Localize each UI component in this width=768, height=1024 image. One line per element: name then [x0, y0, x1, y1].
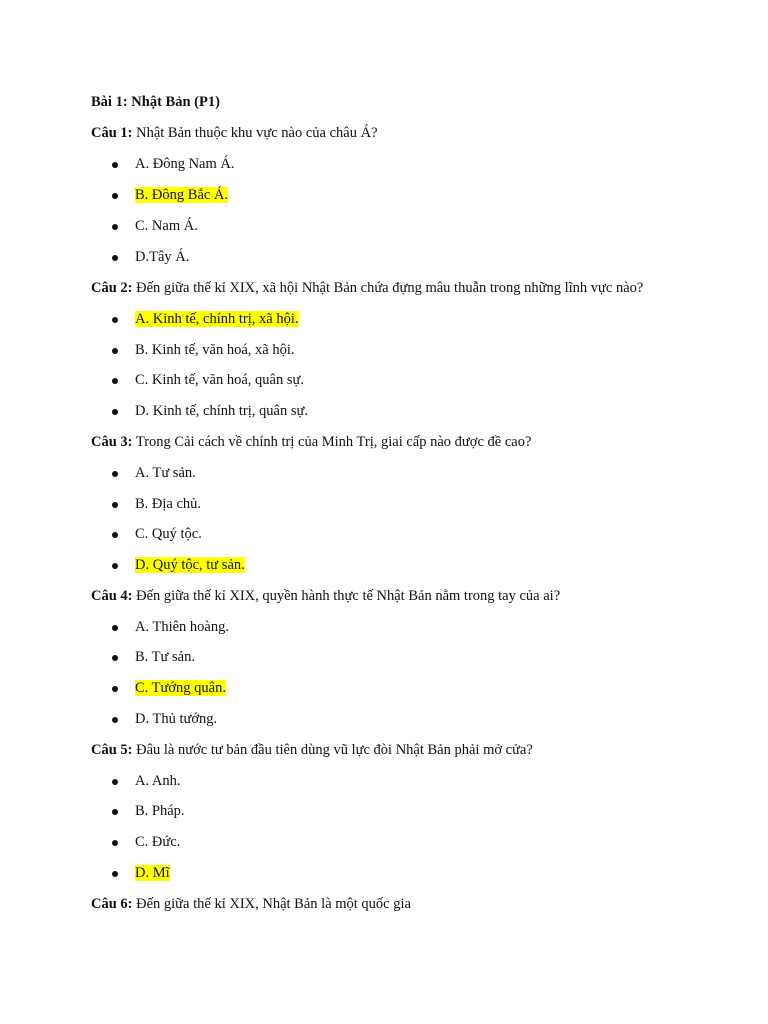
- option-2c: [135, 371, 304, 389]
- option-label: B. Tư sản.: [135, 649, 195, 665]
- option-label: A. Thiên hoàng.: [135, 619, 229, 635]
- bullet-icon: [112, 224, 118, 230]
- option-1b: [135, 186, 228, 204]
- option-label: A. Anh.: [135, 773, 181, 789]
- question-2: [91, 279, 643, 297]
- option-2d: [135, 402, 308, 420]
- bullet-icon: [112, 809, 118, 815]
- bullet-icon: [112, 348, 118, 354]
- bullet-icon: [112, 255, 118, 261]
- question-text: Đến giữa thế kỉ XIX, quyền hành thực tế Nhật Bản nằm trong tay của ai?: [132, 588, 561, 604]
- bullet-icon: [112, 317, 118, 323]
- option-4d: [135, 710, 217, 728]
- option-label: D. Kinh tế, chính trị, quân sự.: [135, 403, 308, 419]
- question-text: Đến giữa thế kỉ XIX, Nhật Bản là một quốc gia: [132, 896, 411, 912]
- question-text: Đến giữa thế kỉ XIX, xã hội Nhật Bản chứa đựng mâu thuẫn trong những lĩnh vực nào?: [132, 280, 644, 296]
- option-1c: [135, 217, 198, 235]
- option-label: B. Pháp.: [135, 803, 185, 819]
- bullet-icon: [112, 162, 118, 168]
- bullet-icon: [112, 625, 118, 631]
- question-text: Trong Cải cách về chính trị của Minh Trị, giai cấp nào được đề cao?: [132, 434, 532, 450]
- option-5d: [135, 864, 170, 882]
- question-text: Đâu là nước tư bản đầu tiên dùng vũ lực đòi Nhật Bản phải mở cửa?: [132, 742, 533, 758]
- option-2a: [135, 310, 299, 328]
- question-number: Câu 5:: [91, 742, 133, 758]
- option-2b: [135, 341, 294, 359]
- question-text: Nhật Bản thuộc khu vực nào của châu Á?: [132, 125, 378, 141]
- bullet-icon: [112, 378, 118, 384]
- option-4a: [135, 618, 229, 636]
- bullet-icon: [112, 779, 118, 785]
- option-3b: [135, 495, 201, 513]
- bullet-icon: [112, 502, 118, 508]
- question-3: [91, 433, 531, 451]
- option-label: D.Tây Á.: [135, 249, 190, 265]
- bullet-icon: [112, 532, 118, 538]
- bullet-icon: [112, 686, 118, 692]
- bullet-icon: [112, 193, 118, 199]
- option-3a: [135, 464, 196, 482]
- question-number: Câu 4:: [91, 588, 133, 604]
- bullet-icon: [112, 871, 118, 877]
- option-1d: [135, 248, 189, 266]
- option-5b: [135, 802, 185, 820]
- option-label: C. Quý tộc.: [135, 526, 202, 542]
- question-5: [91, 741, 533, 759]
- question-1: [91, 124, 378, 142]
- question-number: Câu 2:: [91, 280, 133, 296]
- answer-highlight: D. Mĩ: [135, 865, 170, 881]
- option-label: C. Nam Á.: [135, 218, 198, 234]
- option-5a: [135, 772, 181, 790]
- question-4: [91, 587, 560, 605]
- option-4c: [135, 679, 226, 697]
- bullet-icon: [112, 563, 118, 569]
- option-3c: [135, 525, 202, 543]
- option-label: A. Tư sản.: [135, 465, 196, 481]
- bullet-icon: [112, 717, 118, 723]
- answer-highlight: C. Tướng quân.: [135, 680, 226, 696]
- answer-highlight: B. Đông Bắc Á.: [135, 187, 229, 203]
- bullet-icon: [112, 409, 118, 415]
- option-1a: [135, 155, 234, 173]
- bullet-icon: [112, 471, 118, 477]
- option-label: D. Thủ tướng.: [135, 711, 218, 727]
- option-5c: [135, 833, 180, 851]
- question-number: Câu 1:: [91, 125, 133, 141]
- option-label: A. Đông Nam Á.: [135, 156, 235, 172]
- option-3d: [135, 556, 245, 574]
- answer-highlight: A. Kinh tế, chính trị, xã hội.: [135, 311, 299, 327]
- question-number: Câu 6:: [91, 896, 133, 912]
- lesson-title: Bài 1: Nhật Bản (P1): [91, 94, 220, 110]
- option-label: C. Kinh tế, văn hoá, quân sự.: [135, 372, 304, 388]
- option-label: B. Địa chủ.: [135, 496, 202, 512]
- answer-highlight: D. Quý tộc, tư sản.: [135, 557, 245, 573]
- question-6: [91, 895, 411, 913]
- option-4b: [135, 648, 195, 666]
- option-label: B. Kinh tế, văn hoá, xã hội.: [135, 342, 295, 358]
- bullet-icon: [112, 840, 118, 846]
- bullet-icon: [112, 655, 118, 661]
- option-label: C. Đức.: [135, 834, 181, 850]
- question-number: Câu 3:: [91, 434, 133, 450]
